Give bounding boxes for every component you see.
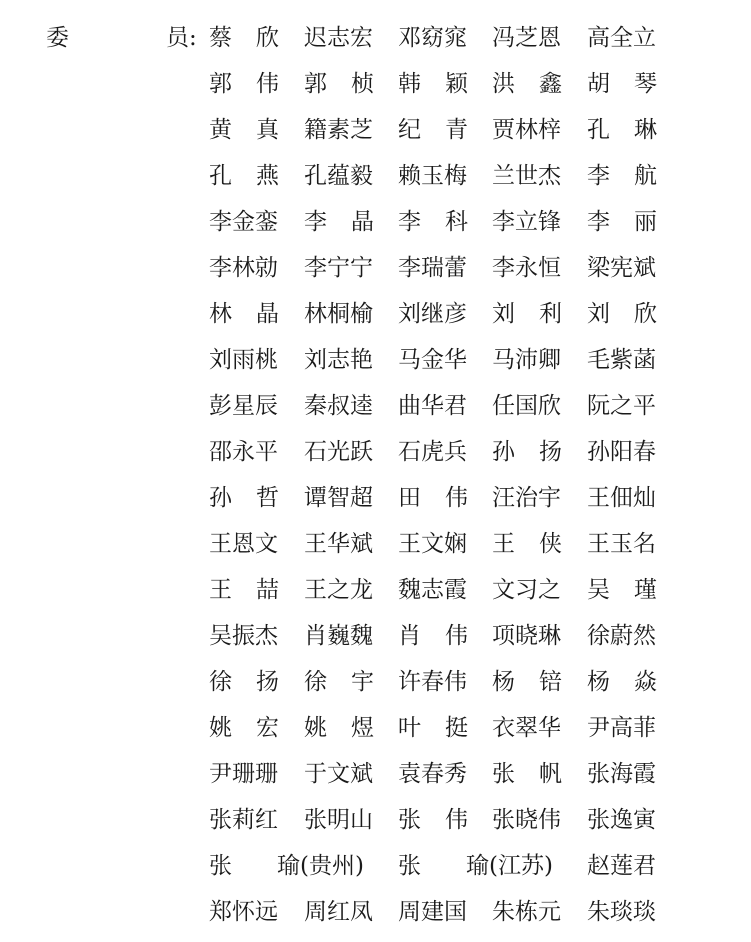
member-name: 曲华君 xyxy=(398,393,467,419)
member-name xyxy=(209,22,279,54)
member-name-part: 张 xyxy=(398,807,421,833)
member-name: 李宁宁 xyxy=(304,255,373,281)
member-name-part: 李 xyxy=(587,209,610,235)
member-name xyxy=(398,712,468,744)
member-name: 李永恒 xyxy=(492,255,561,281)
member-name-part: 孙 xyxy=(209,485,232,511)
member-name-part: 晶 xyxy=(256,301,279,327)
member-name xyxy=(398,804,468,836)
member-name: 石虎兵 xyxy=(398,439,467,465)
member-name: 张晓伟 xyxy=(492,807,561,833)
member-name: 籍素芝 xyxy=(304,117,373,143)
member-name-part: 郭 xyxy=(209,71,232,97)
member-name-part: 张 xyxy=(492,761,515,787)
member-name-part: 田 xyxy=(398,485,421,511)
member-name: 李金銮 xyxy=(209,209,278,235)
member-name xyxy=(587,68,657,100)
member-name: 周建国 xyxy=(398,899,467,925)
member-name-part: 王 xyxy=(492,531,515,557)
member-name: 邓窈窕 xyxy=(398,25,467,51)
member-name xyxy=(492,436,562,468)
member-name-part: 叶 xyxy=(398,715,421,741)
member-name-part: 宇 xyxy=(351,669,374,695)
member-name-part: 杨 xyxy=(492,669,515,695)
member-name-part: 颖 xyxy=(445,71,468,97)
member-name: 朱琰琰 xyxy=(587,899,656,925)
member-name-part: 锫 xyxy=(539,669,562,695)
member-name-part: 挺 xyxy=(445,715,468,741)
member-name xyxy=(398,68,468,100)
member-name-part: 喆 xyxy=(256,577,279,603)
member-name: 袁春秀 xyxy=(398,761,467,787)
member-name: 彭星辰 xyxy=(209,393,278,419)
member-name xyxy=(587,206,657,238)
member-name-part: 伟 xyxy=(445,623,468,649)
member-row xyxy=(209,528,679,574)
member-name-part: 王 xyxy=(209,577,232,603)
member-name: 孔蕴毅 xyxy=(304,163,373,189)
member-name: 高全立 xyxy=(587,25,656,51)
member-row xyxy=(209,850,679,896)
member-row xyxy=(209,114,679,160)
member-name xyxy=(398,206,468,238)
member-name: 马沛卿 xyxy=(492,347,561,373)
member-name: 项晓琳 xyxy=(492,623,561,649)
member-name-part: 瑜(贵州) xyxy=(277,853,364,879)
member-name-part: 欣 xyxy=(634,301,657,327)
member-name-part: 真 xyxy=(256,117,279,143)
member-name-part: 琴 xyxy=(634,71,657,97)
member-name-part: 孔 xyxy=(209,163,232,189)
member-row xyxy=(209,298,679,344)
member-label-second-char: 员: xyxy=(166,25,197,51)
member-name-part: 桢 xyxy=(351,71,374,97)
member-name-part: 瑜(江苏) xyxy=(466,853,553,879)
member-name-part: 林 xyxy=(209,301,232,327)
member-name xyxy=(398,482,468,514)
member-name: 张海霞 xyxy=(587,761,656,787)
member-name-part: 张 xyxy=(209,853,232,879)
member-row xyxy=(209,252,679,298)
member-name: 李瑞蕾 xyxy=(398,255,467,281)
member-name xyxy=(304,68,374,100)
member-name: 孙阳春 xyxy=(587,439,656,465)
member-name-part: 刘 xyxy=(492,301,515,327)
member-name: 李立锋 xyxy=(492,209,561,235)
member-name-part: 哲 xyxy=(256,485,279,511)
member-name: 徐蔚然 xyxy=(587,623,656,649)
member-name-part: 燕 xyxy=(256,163,279,189)
member-name: 赖玉梅 xyxy=(398,163,467,189)
member-name: 王之龙 xyxy=(304,577,373,603)
member-name: 王文娴 xyxy=(398,531,467,557)
member-name-part: 纪 xyxy=(398,117,421,143)
member-name-part: 扬 xyxy=(539,439,562,465)
member-name xyxy=(398,114,468,146)
member-name: 尹高菲 xyxy=(587,715,656,741)
member-name-part: 姚 xyxy=(209,715,232,741)
member-name: 谭智超 xyxy=(304,485,373,511)
member-name-part: 郭 xyxy=(304,71,327,97)
member-name-part: 青 xyxy=(445,117,468,143)
member-row xyxy=(209,666,679,712)
member-name: 张逸寅 xyxy=(587,807,656,833)
member-row xyxy=(209,68,679,114)
member-name: 吴振杰 xyxy=(209,623,278,649)
member-name: 邵永平 xyxy=(209,439,278,465)
member-name xyxy=(304,712,374,744)
member-name-part: 晶 xyxy=(351,209,374,235)
member-name xyxy=(398,620,468,652)
member-name: 郑怀远 xyxy=(209,899,278,925)
member-name-part: 徐 xyxy=(304,669,327,695)
member-name: 秦叔逵 xyxy=(304,393,373,419)
member-name: 周红凤 xyxy=(304,899,373,925)
member-name-part: 欣 xyxy=(256,25,279,51)
member-name-part: 侠 xyxy=(539,531,562,557)
member-name xyxy=(209,160,279,192)
member-name: 衣翠华 xyxy=(492,715,561,741)
member-name-part: 徐 xyxy=(209,669,232,695)
member-name xyxy=(304,666,374,698)
member-name xyxy=(304,206,374,238)
member-name: 梁宪斌 xyxy=(587,255,656,281)
member-name: 阮之平 xyxy=(587,393,656,419)
member-row xyxy=(209,896,679,942)
member-name xyxy=(209,712,279,744)
member-name: 冯芝恩 xyxy=(492,25,561,51)
member-name-part: 利 xyxy=(539,301,562,327)
member-name xyxy=(209,68,279,100)
member-name xyxy=(209,666,279,698)
member-row xyxy=(209,206,679,252)
member-row xyxy=(209,712,679,758)
member-name: 尹珊珊 xyxy=(209,761,278,787)
member-name xyxy=(587,298,657,330)
member-name xyxy=(492,298,562,330)
member-name-part: 胡 xyxy=(587,71,610,97)
member-name: 赵莲君 xyxy=(587,853,656,879)
member-row xyxy=(209,620,679,666)
member-name-part: 韩 xyxy=(398,71,421,97)
member-name-part: 黄 xyxy=(209,117,232,143)
member-name-part: 帆 xyxy=(539,761,562,787)
member-name: 刘志艳 xyxy=(304,347,373,373)
member-name xyxy=(587,666,657,698)
member-name xyxy=(587,160,657,192)
member-name xyxy=(492,666,562,698)
member-name-part: 琳 xyxy=(634,117,657,143)
member-name: 刘雨桃 xyxy=(209,347,278,373)
member-name-part: 伟 xyxy=(445,485,468,511)
member-name-part: 张 xyxy=(398,853,421,879)
member-name-part: 宏 xyxy=(256,715,279,741)
member-name-part: 扬 xyxy=(256,669,279,695)
member-row xyxy=(209,390,679,436)
member-name: 肖巍魏 xyxy=(304,623,373,649)
member-row xyxy=(209,436,679,482)
member-row xyxy=(209,804,679,850)
member-name-part: 杨 xyxy=(587,669,610,695)
member-name: 王华斌 xyxy=(304,531,373,557)
member-name: 许春伟 xyxy=(398,669,467,695)
member-name xyxy=(492,528,562,560)
member-name-part: 科 xyxy=(445,209,468,235)
member-name: 林桐榆 xyxy=(304,301,373,327)
member-names-grid xyxy=(209,22,679,942)
member-row xyxy=(209,22,679,68)
member-name-part: 鑫 xyxy=(539,71,562,97)
member-name xyxy=(209,482,279,514)
member-name: 王佃灿 xyxy=(587,485,656,511)
member-name: 刘继彦 xyxy=(398,301,467,327)
member-name-part: 李 xyxy=(304,209,327,235)
member-name-part: 孙 xyxy=(492,439,515,465)
member-name-part: 伟 xyxy=(445,807,468,833)
member-name-part: 伟 xyxy=(256,71,279,97)
member-name: 张莉红 xyxy=(209,807,278,833)
member-name-part: 吴 xyxy=(587,577,610,603)
member-name xyxy=(209,298,279,330)
member-name-part: 蔡 xyxy=(209,25,232,51)
member-name: 马金华 xyxy=(398,347,467,373)
member-name-part: 肖 xyxy=(398,623,421,649)
member-name xyxy=(587,114,657,146)
member-name-part: 瑾 xyxy=(634,577,657,603)
member-name xyxy=(398,850,553,882)
member-name: 贾林梓 xyxy=(492,117,561,143)
member-name-part: 焱 xyxy=(634,669,657,695)
member-name: 兰世杰 xyxy=(492,163,561,189)
member-name: 王恩文 xyxy=(209,531,278,557)
member-name: 张明山 xyxy=(304,807,373,833)
member-name-part: 航 xyxy=(634,163,657,189)
member-name-part: 李 xyxy=(587,163,610,189)
member-name-part: 孔 xyxy=(587,117,610,143)
member-row xyxy=(209,574,679,620)
member-name-part: 刘 xyxy=(587,301,610,327)
member-name: 于文斌 xyxy=(304,761,373,787)
member-row xyxy=(209,482,679,528)
member-label-first-char: 委 xyxy=(46,25,69,51)
member-row xyxy=(209,160,679,206)
member-name: 朱栋元 xyxy=(492,899,561,925)
member-name-part: 煜 xyxy=(351,715,374,741)
member-name: 石光跃 xyxy=(304,439,373,465)
member-name xyxy=(209,850,364,882)
member-name-part: 丽 xyxy=(634,209,657,235)
member-name xyxy=(492,758,562,790)
member-name xyxy=(587,574,657,606)
member-name xyxy=(209,114,279,146)
member-name-part: 洪 xyxy=(492,71,515,97)
member-name xyxy=(492,68,562,100)
member-name: 毛紫菡 xyxy=(587,347,656,373)
member-name: 李林勍 xyxy=(209,255,278,281)
member-name: 任国欣 xyxy=(492,393,561,419)
member-name-part: 姚 xyxy=(304,715,327,741)
member-row xyxy=(209,758,679,804)
member-name xyxy=(209,574,279,606)
member-name: 魏志霞 xyxy=(398,577,467,603)
member-name: 汪治宇 xyxy=(492,485,561,511)
member-name: 迟志宏 xyxy=(304,25,373,51)
member-name-part: 李 xyxy=(398,209,421,235)
member-row xyxy=(209,344,679,390)
member-name: 文习之 xyxy=(492,577,561,603)
member-name: 王玉名 xyxy=(587,531,656,557)
